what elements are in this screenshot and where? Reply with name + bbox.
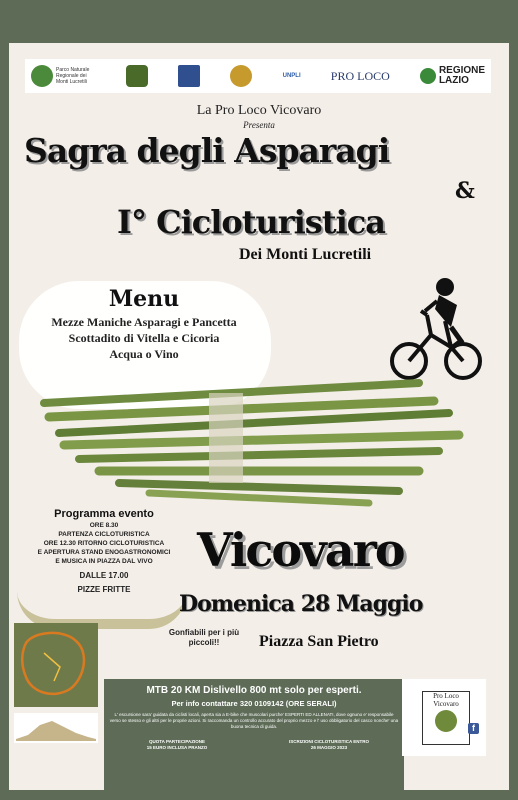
seal-icon: [230, 65, 252, 87]
programma-line: ORE 8.30: [89, 522, 119, 529]
facebook-icon[interactable]: f: [468, 723, 479, 734]
emblem-icon: [178, 65, 200, 87]
gonfiabili-note: Gonfiabili per i più piccoli!!: [168, 628, 240, 647]
parco-logo: Parco Naturale Regionale dei Monti Lucretili: [31, 65, 96, 87]
programma-line: PARTENZA CICLOTURISTICA: [58, 531, 150, 538]
programma-line: ORE 12.30 RITORNO CICLOTURISTICA: [43, 540, 165, 547]
town-name: Vicovaro: [197, 523, 404, 577]
route-map-image: [14, 623, 98, 707]
event-place: Piazza San Pietro: [259, 633, 379, 650]
proloco-title: Pro Loco Vicovaro: [433, 692, 459, 708]
quota-value: 15 EURO INCLUSA PRANZO: [146, 745, 208, 750]
title-ampersand: &: [455, 178, 475, 204]
asparagus-bundle-image: [39, 373, 479, 513]
crest-icon: [126, 65, 148, 87]
programma-line: E APERTURA STAND ENOGASTRONOMICI: [37, 549, 171, 556]
proloco-card: [402, 679, 486, 756]
event-date: Domenica 28 Maggio: [179, 591, 423, 617]
proloco-frame: [422, 691, 470, 745]
iscrizioni-value: 26 MAGGIO 2023: [310, 745, 348, 750]
regione-lazio-logo: REGIONE LAZIO: [420, 66, 485, 86]
mtb-info: MTB 20 KM Dislivello 800 mt solo per esperti.: [146, 685, 362, 696]
parco-flower-icon: [31, 65, 53, 87]
programma-line: E MUSICA IN PIAZZA DAL VIVO: [55, 558, 153, 565]
title-monti-lucretili: Dei Monti Lucretili: [239, 246, 372, 263]
proloco-emblem-icon: [435, 710, 457, 732]
lazio-icon: [420, 68, 436, 84]
iscrizioni-label: ISCRIZIONI CICLOTURISTICA ENTRO: [288, 739, 370, 744]
quota-label: QUOTA PARTECIPAZIONE: [148, 739, 206, 744]
presenta-text: Presenta: [243, 120, 275, 130]
programma-title: Programma evento: [54, 508, 154, 520]
unpli-logo: UNPLI: [282, 73, 301, 79]
title-cicloturistica: I° Cicloturistica: [117, 203, 385, 241]
sponsor-logo-bar: [25, 59, 491, 93]
iscrizioni-block: [259, 739, 399, 751]
comune-crest-logo: [126, 65, 148, 87]
proloco-logo: PRO LOCO: [330, 68, 390, 83]
square-emblem-logo: [178, 65, 200, 87]
quota-block: [107, 739, 247, 751]
title-sagra: Sagra degli Asparagi: [24, 131, 390, 170]
elevation-profile-image: [14, 713, 98, 743]
menu-item: Mezze Maniche Asparagi e Pancetta: [51, 315, 237, 329]
rules-text: L' escursione sara' guidata da ciclisti locali, aperta sia a E-bike che muscolari purche' ESPERTI ED ALLENATI, dove ognuno e' responsabile verso se stesso e gli altri per le proprie azioni. Si raccomanda un controllo accurato del proprio mezzo e l' uso obbligatorio del casco nonche' una buona tecnica di guida.: [109, 712, 399, 729]
round-seal-logo: [230, 65, 252, 87]
menu-title: Menu: [108, 286, 180, 312]
menu-item: Acqua o Vino: [109, 347, 179, 361]
contact-info: Per info contattare 320 0109142 (ORE SERALI): [171, 699, 337, 708]
programma-dalle: DALLE 17.00: [79, 571, 129, 580]
presenter-name: La Pro Loco Vicovaro: [196, 103, 322, 118]
programma-pizze: PIZZE FRITTE: [77, 585, 131, 594]
menu-item: Scottadito di Vitella e Cicoria: [68, 331, 220, 345]
event-poster: [9, 43, 509, 790]
